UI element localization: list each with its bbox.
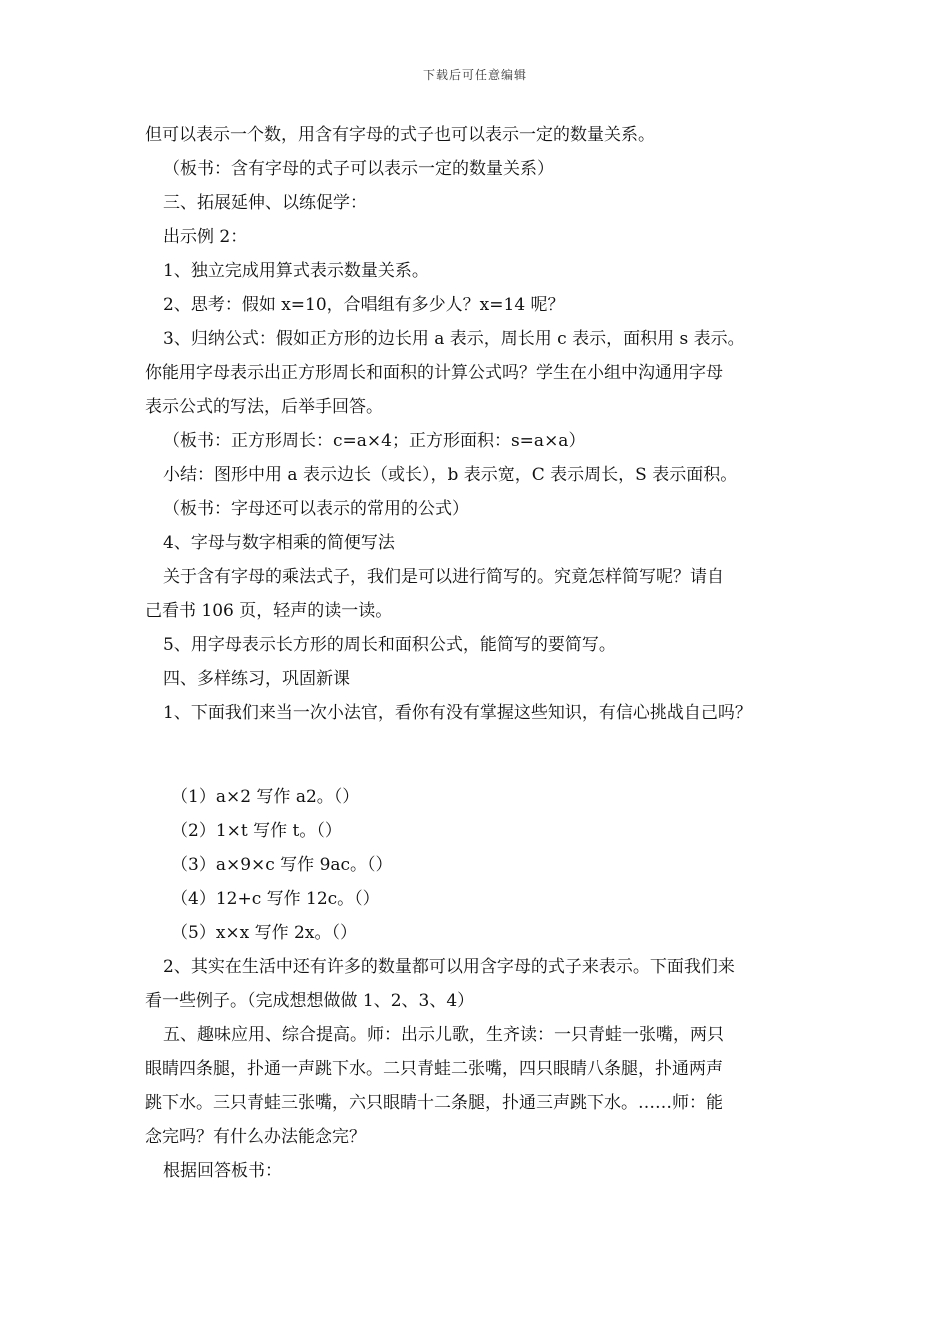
- text-line: 出示例 2：: [163, 227, 248, 247]
- exercise-item: （3）a×9×c 写作 9ac。（）: [171, 855, 393, 875]
- exercise-item: （5）x×x 写作 2x。（）: [171, 923, 357, 943]
- section-heading: 三、拓展延伸、以练促学：: [163, 193, 367, 213]
- list-item: 3、归纳公式：假如正方形的边长用 a 表示，周长用 c 表示，面积用 s 表示。: [163, 329, 745, 349]
- text-line: 根据回答板书：: [163, 1161, 282, 1181]
- list-item: 2、思考：假如 x=10，合唱组有多少人？x=14 呢？: [163, 295, 565, 315]
- blackboard-note: （板书：字母还可以表示的常用的公式）: [163, 499, 469, 519]
- list-item: 4、字母与数字相乘的简便写法: [163, 533, 395, 553]
- list-item: 1、独立完成用算式表示数量关系。: [163, 261, 429, 281]
- text-line: 你能用字母表示出正方形周长和面积的计算公式吗？学生在小组中沟通用字母: [145, 363, 723, 383]
- blackboard-note: （板书：正方形周长：c=a×4；正方形面积：s=a×a）: [163, 431, 586, 451]
- exercise-item: （4）12+c 写作 12c。（）: [171, 889, 380, 909]
- text-line: 眼睛四条腿，扑通一声跳下水。二只青蛙二张嘴，四只眼睛八条腿，扑通两声: [145, 1059, 723, 1079]
- blackboard-note: （板书：含有字母的式子可以表示一定的数量关系）: [163, 159, 554, 179]
- text-line: 念完吗？有什么办法能念完？: [145, 1127, 366, 1147]
- section-heading: 五、趣味应用、综合提高。师：出示儿歌，生齐读：一只青蛙一张嘴，两只: [163, 1025, 724, 1045]
- text-line: 己看书 106 页，轻声的读一读。: [145, 601, 393, 621]
- document-body: [145, 118, 810, 1188]
- list-item: 5、用字母表示长方形的周长和面积公式，能简写的要简写。: [163, 635, 616, 655]
- list-item: 1、下面我们来当一次小法官，看你有没有掌握这些知识，有信心挑战自己吗？: [163, 703, 752, 723]
- page-header: 下载后可任意编辑: [422, 68, 527, 82]
- list-item: 2、其实在生活中还有许多的数量都可以用含字母的式子来表示。下面我们来: [163, 957, 735, 977]
- text-line: 但可以表示一个数，用含有字母的式子也可以表示一定的数量关系。: [145, 125, 655, 145]
- section-heading: 四、多样练习，巩固新课: [163, 669, 350, 689]
- summary-line: 小结：图形中用 a 表示边长（或长），b 表示宽，C 表示周长，S 表示面积。: [163, 465, 738, 485]
- text-line: 跳下水。三只青蛙三张嘴，六只眼睛十二条腿，扑通三声跳下水。……师：能: [145, 1093, 723, 1113]
- blank-space: [145, 730, 810, 780]
- text-line: 表示公式的写法，后举手回答。: [145, 397, 383, 417]
- exercise-item: （2）1×t 写作 t。（）: [171, 821, 342, 841]
- text-line: 看一些例子。（完成想想做做 1、2、3、4）: [145, 991, 475, 1011]
- text-line: 关于含有字母的乘法式子，我们是可以进行简写的。究竟怎样简写呢？请自: [163, 567, 724, 587]
- exercise-item: （1）a×2 写作 a2。（）: [171, 787, 360, 807]
